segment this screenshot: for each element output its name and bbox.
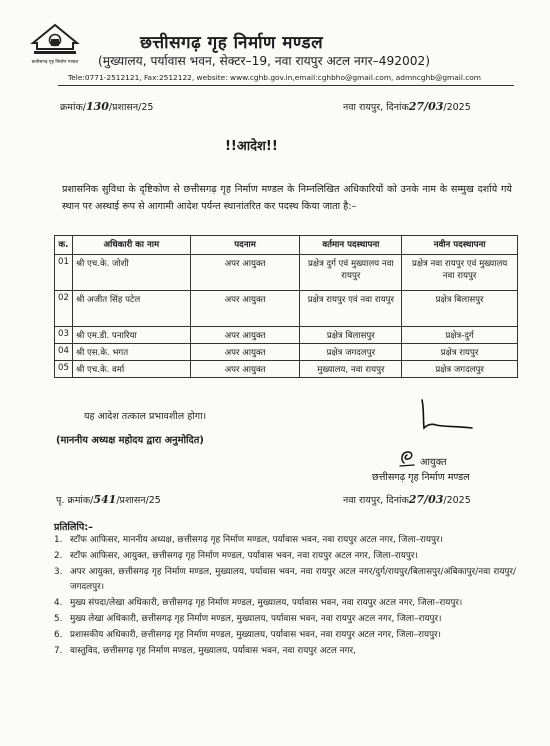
order-date bbox=[343, 100, 471, 113]
list-item bbox=[54, 565, 516, 593]
list-item-text: स्टॉफ आफिसर, आयुक्त, छत्तीसगढ़ गृह निर्माण मण्डल, पर्यावास भवन, नवा रायपुर अटल नगर, जिला–रायपुर। bbox=[70, 551, 418, 562]
cell-current-posting: मुख्यालय, नवा रायपुर bbox=[300, 361, 402, 378]
cell-current-posting: प्रक्षेत्र दुर्ग एवं मुख्यालय नवा रायपुर bbox=[300, 255, 402, 291]
transfer-table bbox=[54, 235, 518, 378]
column-header-sno: क. bbox=[55, 236, 73, 255]
cell-designation: अपर आयुक्त bbox=[190, 255, 300, 291]
cell-designation: अपर आयुक्त bbox=[190, 344, 300, 361]
copy-to-heading: प्रतिलिपि:– bbox=[54, 522, 93, 533]
cghb-logo bbox=[30, 22, 80, 68]
order-heading: !!आदेश!! bbox=[225, 139, 278, 154]
list-item-number: 3. bbox=[54, 567, 63, 578]
cell-new-posting: प्रक्षेत्र जगदलपुर bbox=[402, 361, 518, 378]
cell-name: श्री एस.के. भगत bbox=[72, 344, 190, 361]
cell-new-posting: प्रक्षेत्र-दुर्ग bbox=[402, 327, 518, 344]
list-item-text: प्रशासकीय अधिकारी, छत्तीसगढ़ गृह निर्माण मण्डल, मुख्यालय, पर्यावास भवन, नवा रायपुर अटल नगर, जिला–रायपुर। bbox=[70, 630, 442, 641]
table-row bbox=[55, 361, 518, 378]
cell-sno: 02 bbox=[55, 291, 73, 327]
list-item bbox=[54, 612, 516, 626]
column-header-name: अधिकारी का नाम bbox=[72, 236, 190, 255]
list-item-number: 6. bbox=[54, 630, 63, 641]
table-header-row bbox=[55, 236, 518, 255]
order-date-handwritten: 27/03 bbox=[408, 100, 444, 113]
cell-sno: 03 bbox=[55, 327, 73, 344]
order-number-suffix: /प्रशासन/25 bbox=[108, 102, 154, 113]
cell-designation: अपर आयुक्त bbox=[190, 327, 300, 344]
cell-name: श्री एच.के. जोशी bbox=[72, 255, 190, 291]
cell-name: श्री एम.डी. पनारिया bbox=[72, 327, 190, 344]
list-item bbox=[54, 596, 516, 610]
list-item-text: मुख्य संपदा/लेखा अधिकारी, छत्तीसगढ़ गृह निर्माण मण्डल, मुख्यालय, पर्यावास भवन, नवा रायपुर अटल नगर, जिला–रायपुर। bbox=[70, 597, 463, 608]
cell-sno: 05 bbox=[55, 361, 73, 378]
endorsement-number-handwritten: 541 bbox=[93, 493, 117, 506]
cell-name: श्री एच.के. वर्मा bbox=[72, 361, 190, 378]
table-row bbox=[55, 255, 518, 291]
order-date-year: /2025 bbox=[443, 102, 471, 113]
list-item-text: वास्तुविद, छत्तीसगढ़ गृह निर्माण मण्डल, मुख्यालय, पर्यावास भवन, नवा रायपुर अटल नगर, bbox=[70, 646, 356, 657]
endorsement-date bbox=[343, 493, 471, 506]
cell-current-posting: प्रक्षेत्र जगदलपुर bbox=[300, 344, 402, 361]
order-date-prefix: नवा रायपुर, दिनांक bbox=[343, 102, 409, 113]
table-row bbox=[55, 327, 518, 344]
column-header-designation: पदनाम bbox=[190, 236, 300, 255]
list-item-text: स्टॉफ आफिसर, माननीय अध्यक्ष, छत्तीसगढ़ गृह निर्माण मण्डल, पर्यावास भवन, नवा रायपुर अटल नगर, जिला–रायपुर। bbox=[70, 535, 443, 545]
list-item-text: अपर आयुक्त, छत्तीसगढ़ गृह निर्माण मण्डल, मुख्यालय, पर्यावास भवन, नवा रायपुर अटल नगर/दुर्ग/रायपुर/बिलासपुर/अंबिकापुर/नवा रायपुर/जगदलपुर। bbox=[70, 567, 516, 592]
cell-designation: अपर आयुक्त bbox=[190, 361, 300, 378]
signatory-title: आयुक्त bbox=[420, 457, 447, 468]
cell-name: श्री अजीत सिंह पटेल bbox=[72, 291, 190, 327]
list-item bbox=[54, 644, 516, 658]
list-item bbox=[54, 533, 516, 547]
endorsement-date-year: /2025 bbox=[443, 495, 471, 506]
endorsement-date-prefix: नवा रायपुर, दिनांक bbox=[343, 495, 409, 506]
column-header-new-posting: नवीन पदस्थापना bbox=[402, 236, 518, 255]
endorsement-number bbox=[56, 493, 161, 506]
organization-contact: Tele:0771-2512121, Fax:2512122, website: www.cghb.gov.in,email:cghbho@gmail.com, admncghb@gmail.com bbox=[68, 73, 482, 82]
order-number-handwritten: 130 bbox=[85, 100, 109, 113]
effective-note: यह आदेश तत्काल प्रभावशील होगा। bbox=[84, 411, 207, 422]
cell-designation: अपर आयुक्त bbox=[190, 291, 300, 327]
cell-sno: 04 bbox=[55, 344, 73, 361]
handwritten-signature bbox=[418, 398, 474, 434]
logo-caption: छत्तीसगढ़ गृह निर्माण मण्डल bbox=[31, 60, 79, 65]
order-number bbox=[60, 100, 153, 113]
signature-initial bbox=[398, 449, 418, 469]
table-row bbox=[55, 344, 518, 361]
list-item-number: 1. bbox=[54, 535, 63, 545]
cell-new-posting: प्रक्षेत्र रायपुर bbox=[402, 344, 518, 361]
endorsement-number-suffix: /प्रशासन/25 bbox=[116, 495, 161, 506]
column-header-current-posting: वर्तमान पदस्थापना bbox=[300, 236, 402, 255]
cell-sno: 01 bbox=[55, 255, 73, 291]
cell-current-posting: प्रक्षेत्र बिलासपुर bbox=[300, 327, 402, 344]
list-item-number: 5. bbox=[54, 614, 63, 625]
signatory-organization: छत्तीसगढ़ गृह निर्माण मण्डल bbox=[372, 472, 470, 483]
organization-title: छत्तीसगढ़ गृह निर्माण मण्डल bbox=[140, 33, 324, 53]
endorsement-date-handwritten: 27/03 bbox=[408, 493, 444, 506]
header-divider bbox=[58, 85, 514, 86]
list-item-number: 7. bbox=[54, 646, 63, 657]
order-number-prefix: क्रमांक/ bbox=[60, 102, 86, 113]
cell-new-posting: प्रक्षेत्र नवा रायपुर एवं मुख्यालय नवा रायपुर bbox=[402, 255, 518, 291]
order-intro: प्रशासनिक सुविधा के दृष्टिकोण से छत्तीसगढ़ गृह निर्माण मण्डल के निम्नलिखित अधिकारियों को उनके नाम के सम्मुख दर्शाये गये स्थान पर अस्थाई रूप से आगामी आदेश पर्यन्त स्थानांतरित कर पदस्थ किया जाता है:– bbox=[62, 184, 512, 212]
approval-note: (माननीय अध्यक्ष महोदय द्वारा अनुमोदित) bbox=[56, 435, 204, 446]
list-item bbox=[54, 549, 516, 563]
cell-new-posting: प्रक्षेत्र बिलासपुर bbox=[402, 291, 518, 327]
list-item bbox=[54, 628, 516, 642]
list-item-text: मुख्य लेखा अधिकारी, छत्तीसगढ़ गृह निर्माण मण्डल, मुख्यालय, पर्यावास भवन, नवा रायपुर अटल नगर, जिला–रायपुर। bbox=[70, 614, 442, 625]
list-item-number: 4. bbox=[54, 597, 63, 608]
cell-current-posting: प्रक्षेत्र रायपुर एवं नवा रायपुर bbox=[300, 291, 402, 327]
organization-address: (मुख्यालय, पर्यावास भवन, सेक्टर–19, नवा रायपुर अटल नगर–492002) bbox=[98, 54, 431, 68]
copy-to-list bbox=[54, 533, 516, 661]
list-item-number: 2. bbox=[54, 551, 63, 562]
table-row bbox=[55, 291, 518, 327]
endorsement-number-prefix: पृ. क्रमांक/ bbox=[56, 495, 94, 506]
